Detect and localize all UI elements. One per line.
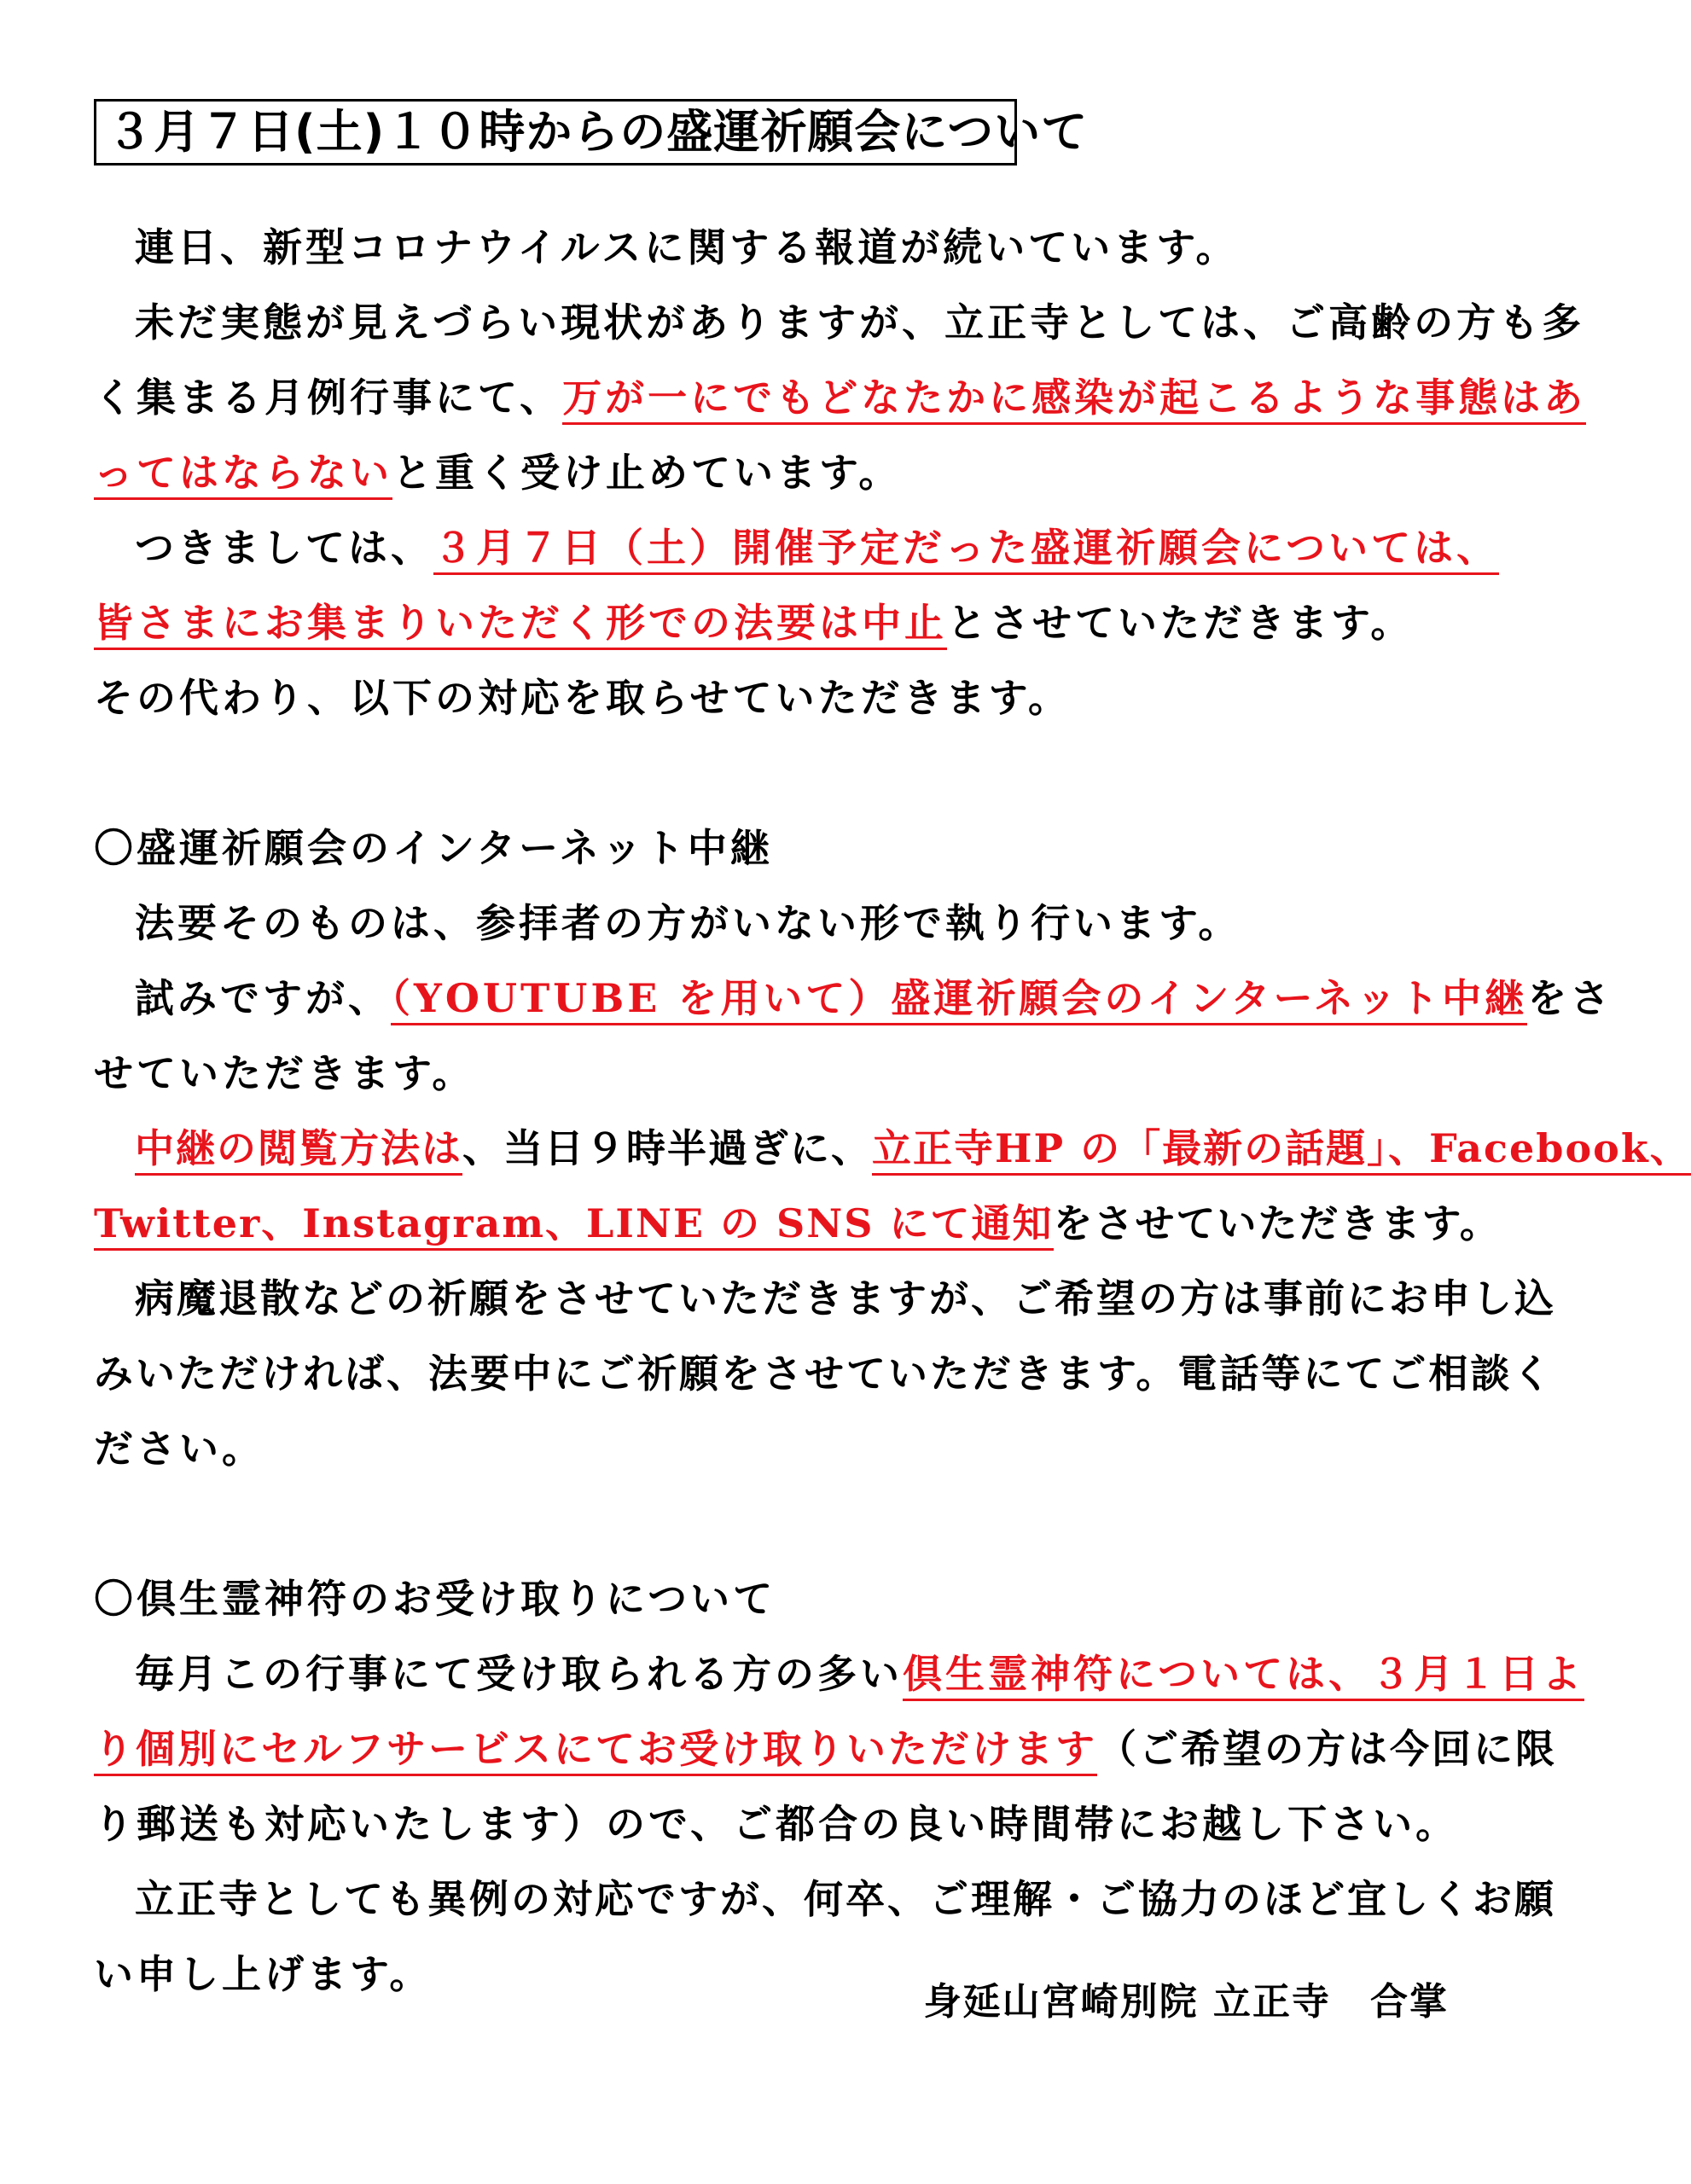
paragraph-3-line-1 (94, 520, 1499, 575)
signature (924, 1975, 1449, 2030)
emphasis-text: 中継の閲覧方法は (135, 1125, 462, 1176)
text: みいただければ、法要中にご祈願をさせていただきます。電話等にてご相談く (94, 1350, 1554, 1397)
text: い申し上げます。 (94, 1951, 433, 1997)
text: り郵送も対応いたします）ので、ご都合の良い時間帯にお越し下さい。 (94, 1801, 1459, 1847)
text: 法要そのものは、参拝者の方がいない形で執り行います。 (135, 900, 1241, 946)
emphasis-text: 皆さまにお集まりいただく形での法要は中止 (94, 600, 947, 650)
section-1-heading (94, 821, 773, 875)
text: （ご希望の方は今回に限 (1097, 1726, 1557, 1772)
page-title: ３月７日(土)１０時からの盛運祈願会について (107, 105, 1089, 159)
emphasis-text: ３月７日（土）開催予定だった盛運祈願会については、 (433, 525, 1499, 575)
text: 病魔退散などの祈願をさせていただきますが、ご希望の方は事前にお申し込 (135, 1275, 1556, 1321)
emphasis-text: 立正寺HP の「最新の話題」、Facebook、 (872, 1125, 1691, 1176)
text: 連日、新型コロナウイルスに関する報道が続いています。 (135, 224, 1239, 270)
text: をさ (1527, 975, 1613, 1021)
section-2-line-1 (94, 1647, 1584, 1701)
title-box (94, 99, 1089, 166)
section-1-line-2 (94, 971, 1613, 1025)
text: つきましては、 (135, 525, 433, 571)
section-2-heading (94, 1571, 776, 1626)
text: をさせていただきます。 (1053, 1200, 1501, 1246)
emphasis-text: 倶生霊神符については、３月１日よ (903, 1651, 1584, 1701)
section-1-line-5 (94, 1196, 1501, 1251)
text: と重く受け止めています。 (392, 450, 902, 496)
emphasis-text: ってはならない (94, 450, 392, 500)
signature-text: 身延山宮崎別院 立正寺 合掌 (923, 1980, 1449, 2024)
paragraph-3-line-3 (94, 671, 1071, 725)
emphasis-text: り個別にセルフサービスにてお受け取りいただけます (94, 1726, 1097, 1776)
paragraph-2-line-3 (94, 445, 901, 500)
emphasis-text: 万が一にでもどなたかに感染が起こるような事態はあ (562, 375, 1586, 425)
section-1-line-1 (94, 896, 1241, 950)
section-1-line-6 (94, 1271, 1556, 1326)
text: 、当日９時半過ぎに、 (462, 1125, 872, 1171)
heading-text: 〇倶生霊神符のお受け取りについて (94, 1576, 776, 1622)
text: く集まる月例行事にて、 (94, 375, 563, 421)
text: 立正寺としても異例の対応ですが、何卒、ご理解・ご協力のほど宜しくお願 (135, 1876, 1556, 1922)
section-1-line-8 (94, 1421, 264, 1476)
section-2-line-5 (94, 1947, 432, 2001)
text: とさせていただきます。 (947, 600, 1414, 646)
section-1-line-4 (94, 1121, 1691, 1176)
text: 毎月この行事にて受け取られる方の多い (135, 1651, 903, 1697)
section-1-line-7 (94, 1346, 1554, 1401)
section-2-line-3 (94, 1797, 1458, 1851)
text: 未だ実態が見えづらい現状がありますが、立正寺としては、ご高齢の方も多 (135, 299, 1585, 346)
paragraph-2-line-2 (94, 370, 1586, 425)
section-2-line-4 (94, 1872, 1556, 1926)
emphasis-text: Twitter、Instagram、LINE の SNS にて通知 (94, 1200, 1054, 1251)
text: せていただきます。 (94, 1050, 475, 1096)
emphasis-text: （YOUTUBE を用いて）盛運祈願会のインターネット中継 (391, 975, 1527, 1025)
text: ださい。 (94, 1426, 264, 1472)
paragraph-2-line-1 (94, 295, 1584, 350)
text: 試みですが、 (135, 975, 391, 1021)
paragraph-1-line-1 (94, 220, 1239, 275)
paragraph-3-line-2 (94, 595, 1413, 650)
section-2-line-2 (94, 1722, 1557, 1776)
section-1-line-3 (94, 1046, 474, 1101)
text: その代わり、以下の対応を取らせていただきます。 (94, 675, 1071, 721)
heading-text: 〇盛運祈願会のインターネット中継 (94, 825, 773, 871)
